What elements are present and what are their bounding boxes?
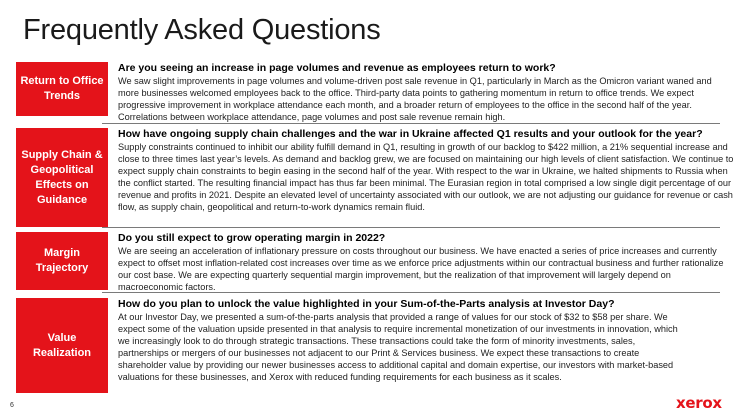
faq-question: Are you seeing an increase in page volumes and revenue as employees return to work? [118,62,556,74]
faq-answer: We saw slight improvements in page volumes and volume-driven post sale revenue in Q1, particularly in March as the Omicron variant waned and more businesses welcomed employees back to the office. Third-party data points to gathering momentum in return to office trends. We expect progressive improvement in workplace attendance each month, and a broader return of employees to the office in the second half of the year. Correlations between workplace attendance, page volumes and post sale revenue remain high. [118,76,712,122]
faq-content [118,62,734,123]
faq-content [118,128,734,213]
faq-category-label: Supply Chain & Geopolitical Effects on Guidance [16,128,108,227]
page-title: Frequently Asked Questions [23,14,381,46]
page-number: 6 [10,402,14,409]
faq-content [118,298,678,383]
faq-category-label: Value Realization [16,298,108,393]
xerox-logo: xerox [676,394,722,412]
faq-answer: At our Investor Day, we presented a sum-of-the-parts analysis that provided a range of values for our stock of $32 to $58 per share. We expect some of the valuation upside presented in that analysis to require incremental monetization of our investments in innovation, which we increasingly look to do through strategic transactions. These transactions could take the form of minority investments, sales, partnerships or mergers of our businesses not adjacent to our Print & Services business. We expect these transactions to create shareholder value by providing our newer businesses access to additional capital and domain expertise, our investors with market-based valuations for these businesses, and Xerox with reduced funding requirements for each business as it scales. [118,312,678,382]
faq-divider [102,292,720,293]
faq-category-label: Return to Office Trends [16,62,108,116]
faq-question: How have ongoing supply chain challenges and the war in Ukraine affected Q1 results and your outlook for the year? [118,128,703,140]
faq-answer: Supply constraints continued to inhibit our ability fulfill demand in Q1, resulting in growth of our backlog to $422 million, a 21% sequential increase and close to three times last year’s levels. As demand and backlog grew, we are focused on maintaining our high levels of client satisfaction. We continue to expect supply chain constraints to begin easing in the second half of the year. With respect to the war in Ukraine, we halted shipments to Russia when the conflict started. The resulting financial impact has thus far been minimal. The Eurasian region in total comprised a low single digit percentage of our revenue and profits in 2021. Despite an elevated level of uncertainty associated with our outlook, we are not adjusting our guidance for revenue or cash flow, as supply chain, geopolitical and return-to-work dynamics remain fluid. [118,142,734,212]
faq-question: Do you still expect to grow operating margin in 2022? [118,232,386,244]
faq-divider [102,227,720,228]
faq-question: How do you plan to unlock the value highlighted in your Sum-of-the-Parts analysis at Investor Day? [118,298,615,310]
faq-content [118,232,734,293]
faq-category-label: Margin Trajectory [16,232,108,290]
faq-answer: We are seeing an acceleration of inflationary pressure on costs throughout our business. We have enacted a series of price increases and currently expect to offset most inflation-related cost increases over time as we enforce price adjustments within our contractual business and further rationalize our cost base. We are expecting quarterly sequential margin improvement, but the realization of that improvement will largely depend on macroeconomic factors. [118,246,724,292]
faq-divider [102,123,720,124]
